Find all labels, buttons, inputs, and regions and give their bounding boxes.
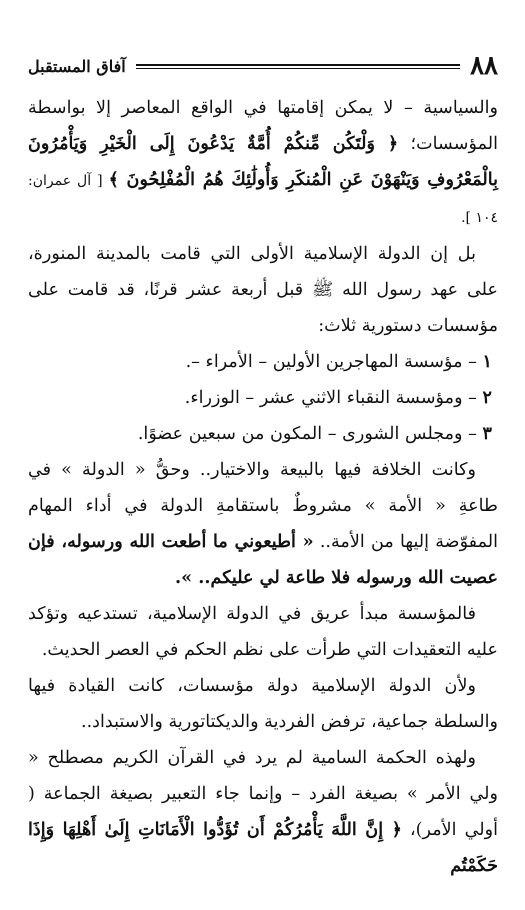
paragraph-6-text: ولهذه الحكمة السامية لم يرد في القرآن الكريم مصطلح « ولي الأمر » بصيغة الفرد – وإنما جاء التعبير بصيغة الجماعة ( أولي الأمر)، [28,748,498,840]
list-item-1 [28,344,498,380]
list-text-1: – مؤسسة المهاجرين الأولين – الأمراء –. [185,352,483,372]
paragraph-6 [28,740,498,884]
paragraph-1-text: والسياسية – لا يمكن إقامتها في الواقع المعاصر إلا بواسطة المؤسسات؛ [28,98,498,154]
paragraph-4: فالمؤسسة مبدأ عريق في الدولة الإسلامية، تستدعيه وتؤكد عليه التعقيدات التي طرأت على نظم الحكم في العصر الحديث. [28,604,498,660]
paragraph-3-text: وكانت الخلافة فيها بالبيعة والاختيار.. وحقُّ « الدولة » في طاعةِ « الأمة » مشروطٌ باستقامةِ الدولة في أداء المهام المفوّضة إليها من الأمة.. [28,460,498,552]
verse-reference-1: [ آل عمران: ١٠٤ ]. [28,173,498,226]
quran-verse-2: ﴿ إِنَّ اللَّهَ يَأْمُرُكُمْ أَن تُؤَدُّوا الْأَمَانَاتِ إِلَىٰ أَهْلِهَا وَإِذَا حَكَمْتُم [28,819,498,876]
list-text-3: – ومجلس الشورى – المكون من سبعين عضوًا. [137,424,483,444]
page-number: ٨٨ [470,51,498,81]
list-item-2 [28,380,498,416]
running-title: آفاق المستقبل [28,56,126,76]
list-number-2: ٢ [482,387,492,408]
book-page [28,46,498,884]
page-body [28,90,498,884]
paragraph-3 [28,452,498,596]
quran-verse-1: ﴿ وَلْتَكُن مِّنكُمْ أُمَّةٌ يَدْعُونَ إِلَى الْخَيْرِ وَيَأْمُرُونَ بِالْمَعْرُوفِ وَيَنْهَوْنَ عَنِ الْمُنكَرِ وَأُولَٰئِكَ هُمُ الْمُفْلِحُونَ ﴾ [28,133,498,190]
list-item-3 [28,416,498,452]
paragraph-1 [28,90,498,236]
paragraph-5: ولأن الدولة الإسلامية دولة مؤسسات، كانت القيادة فيها والسلطة جماعية، ترفض الفردية والديكتاتورية والاستبداد.. [28,676,498,732]
list-number-1: ١ [482,351,492,372]
hadith-quote: « أطيعوني ما أطعت الله ورسوله، فإن عصيت الله ورسوله فلا طاعة لي عليكم.. ». [28,531,498,588]
paragraph-2: بل إن الدولة الإسلامية الأولى التي قامت بالمدينة المنورة، على عهد رسول الله ﷺ قبل أربعة عشر قرنًا، قد قامت على مؤسسات دستورية ثلاث: [28,244,498,336]
list-text-2: – ومؤسسة النقباء الاثني عشر – الوزراء. [184,388,483,408]
header-rule [136,64,460,69]
page-header [28,46,498,86]
list-number-3: ٣ [482,423,492,444]
